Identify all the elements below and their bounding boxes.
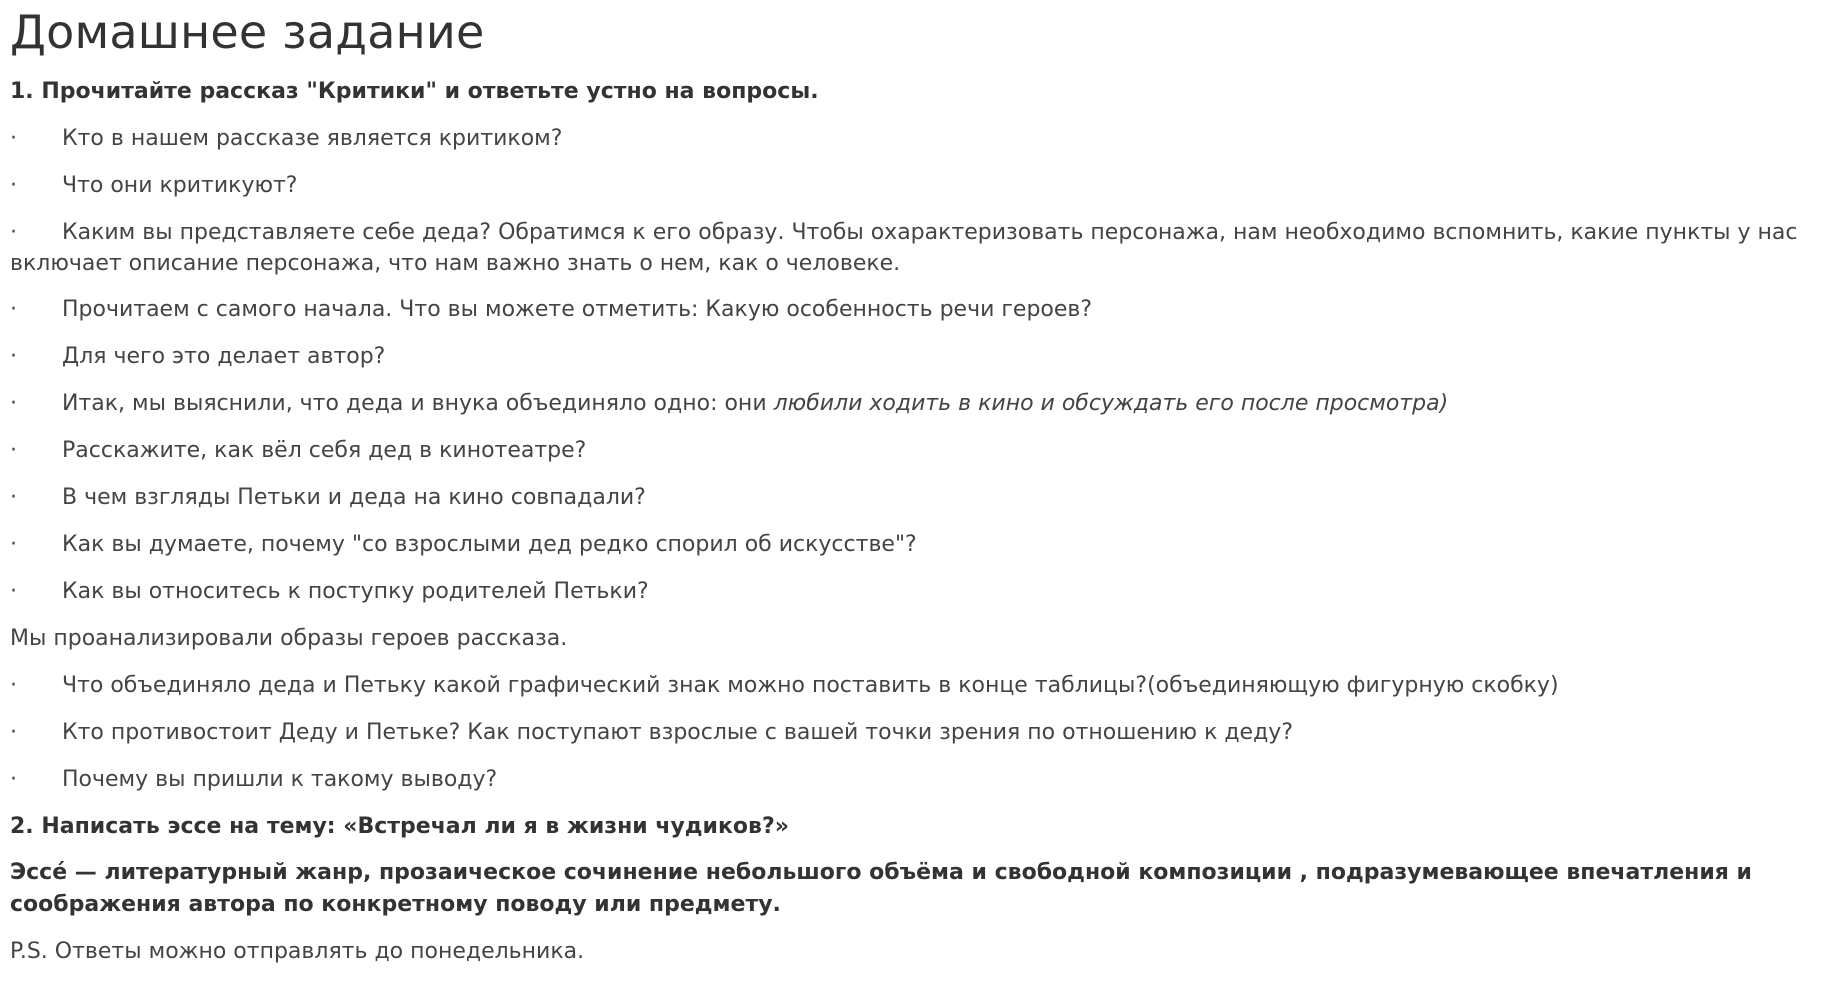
- bullet: ·: [10, 344, 17, 369]
- question-text: Итак, мы выяснили, что деда и внука объединяло одно: они: [62, 391, 774, 416]
- question-item: [10, 170, 1844, 202]
- page-title: Домашнее задание: [10, 5, 485, 59]
- bullet: ·: [10, 720, 17, 745]
- question-text: Расскажите, как вёл себя дед в кинотеатре?: [62, 438, 587, 463]
- question-text: Для чего это делает автор?: [62, 344, 386, 369]
- question-italic-text: любили ходить в кино и обсуждать его после просмотра): [773, 391, 1449, 416]
- question-text: Кто в нашем рассказе является критиком?: [62, 126, 563, 151]
- question-text: Каким вы представляете себе деда? Обратимся к его образу. Чтобы охарактеризовать персонажа, нам необходимо вспомнить, какие пункты у нас включает описание персонажа, что нам важно знать о нем, как о человеке.: [10, 220, 1798, 276]
- bullet: ·: [10, 391, 17, 416]
- question-item: [10, 123, 1844, 155]
- question-item: [10, 341, 1844, 373]
- bullet: ·: [10, 297, 17, 322]
- question-text: Кто противостоит Деду и Петьке? Как поступают взрослые с вашей точки зрения по отношению к деду?: [62, 720, 1294, 745]
- question-item: [10, 482, 1844, 514]
- question-text: Что они критикуют?: [62, 173, 298, 198]
- question-item: [10, 576, 1844, 608]
- question-text: Почему вы пришли к такому выводу?: [62, 767, 498, 792]
- bullet: ·: [10, 485, 17, 510]
- question-item: [10, 294, 1844, 326]
- question-text: Прочитаем с самого начала. Что вы можете отметить: Какую особенность речи героев?: [62, 297, 1093, 322]
- analysis-note: Мы проанализировали образы героев рассказа.: [10, 626, 568, 651]
- postscript: P.S. Ответы можно отправлять до понедельника.: [10, 939, 585, 964]
- question-item: [10, 764, 1844, 796]
- task-1-heading: 1. Прочитайте рассказ "Критики" и ответьте устно на вопросы.: [10, 79, 819, 104]
- question-text: Как вы думаете, почему "со взрослыми дед редко спорил об искусстве"?: [62, 532, 917, 557]
- task-2-heading: 2. Написать эссе на тему: «Встречал ли я в жизни чудиков?»: [10, 814, 789, 839]
- bullet: ·: [10, 673, 17, 698]
- question-text: Как вы относитесь к поступку родителей Петьки?: [62, 579, 649, 604]
- question-text: В чем взгляды Петьки и деда на кино совпадали?: [62, 485, 646, 510]
- bullet: ·: [10, 532, 17, 557]
- question-item: [10, 435, 1844, 467]
- question-item: [10, 388, 1844, 420]
- bullet: ·: [10, 173, 17, 198]
- question-item: [10, 717, 1844, 749]
- question-item: [10, 670, 1844, 702]
- bullet: ·: [10, 438, 17, 463]
- question-item: [10, 217, 1844, 279]
- bullet: ·: [10, 126, 17, 151]
- bullet: ·: [10, 220, 17, 245]
- question-item: [10, 529, 1844, 561]
- question-text: Что объединяло деда и Петьку какой графический знак можно поставить в конце таблицы?(объединяющую фигурную скобку): [62, 673, 1559, 698]
- essay-definition: Эссе́ — литературный жанр, прозаическое сочинение небольшого объёма и свободной композиции , подразумевающее впечатления и соображения автора по конкретному поводу или предмету.: [10, 860, 1752, 917]
- bullet: ·: [10, 767, 17, 792]
- bullet: ·: [10, 579, 17, 604]
